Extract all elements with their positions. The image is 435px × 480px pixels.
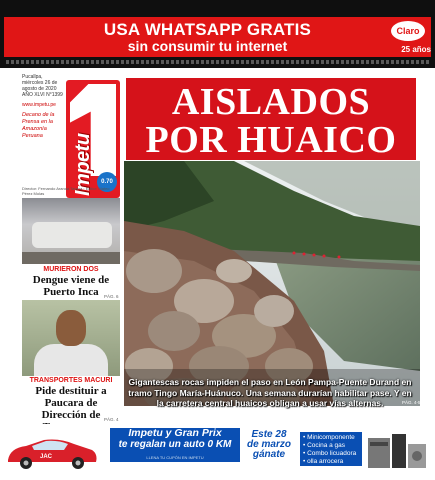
promo-line1: Impetu y Gran Prix bbox=[128, 427, 222, 439]
main-photo-caption: Gigantescas rocas impiden el paso en León Pampa-Puente Durand en tramo Tingo María-Huánuco. Una semana durarían habilitar pase. Y en la carretera central huaicos obligan a usar vías alternas. bbox=[128, 377, 412, 408]
slogan: Decano de la Prensa en la Amazonía Peruana bbox=[22, 112, 55, 139]
dateline: Pucallpa, miércoles 26 de agosto de 2020 AÑO XLVI N°1399 bbox=[22, 74, 63, 98]
promo-date-line1: Este 28 bbox=[251, 429, 287, 440]
logo-wordmark: Impetu bbox=[72, 133, 94, 196]
prize-item: • Combo licuadora bbox=[303, 450, 357, 457]
ad-subheadline: sin consumir tu internet bbox=[127, 38, 288, 54]
main-headline-box[interactable] bbox=[126, 78, 416, 160]
claro-logo: Claro bbox=[391, 21, 425, 41]
prize-3: Combo licuadora bbox=[307, 450, 357, 457]
svg-text:JAC: JAC bbox=[40, 454, 53, 460]
red-car-icon bbox=[4, 432, 100, 472]
prize-2: Cocina a gas bbox=[307, 442, 346, 449]
story2-kicker: TRANSPORTES MACURI bbox=[29, 377, 113, 384]
official-portrait-photo bbox=[22, 300, 120, 376]
top-banner-ad[interactable] bbox=[0, 0, 435, 68]
prize-item: • Minicomponente bbox=[303, 434, 355, 441]
story2-page: PÁG. 4 bbox=[104, 417, 119, 422]
main-story-page: PÁG. 4-5 bbox=[402, 400, 421, 405]
shirt-shape bbox=[34, 344, 108, 376]
appliances-icon bbox=[366, 430, 428, 474]
story1-kicker: MURIERON DOS bbox=[43, 266, 99, 273]
prize-1: Minicomponente bbox=[307, 434, 355, 441]
landslide-illustration bbox=[124, 161, 420, 406]
floor-shape bbox=[22, 252, 120, 264]
promo-small-print: LLENA TU CUPÓN EN IMPETU bbox=[146, 455, 204, 460]
promo-date-line3: gánate bbox=[252, 449, 286, 460]
bottom-promo-ad[interactable] bbox=[0, 424, 435, 480]
website-url[interactable]: www.impetu.pe bbox=[22, 102, 56, 108]
story1-headline[interactable]: Dengue viene de Puerto Inca bbox=[32, 274, 110, 298]
ad-headline: USA WHATSAPP GRATIS bbox=[103, 20, 312, 39]
anniversary-badge: 25 años bbox=[401, 45, 431, 54]
hospital-photo bbox=[22, 198, 120, 264]
staff-info: Director: Fernando Aranda Tavera · Editor: Mateo Pérez Molas bbox=[22, 186, 110, 196]
promo-date bbox=[244, 430, 294, 460]
ad-fine-print bbox=[6, 60, 429, 64]
main-headline-line2: POR HUAICO bbox=[145, 119, 397, 161]
prize-item: • olla arrocera bbox=[303, 458, 344, 465]
price-badge: 0.70 bbox=[97, 172, 117, 192]
prize-list bbox=[300, 432, 362, 466]
promo-line2: te regalan un auto 0 KM bbox=[118, 439, 232, 450]
main-headline-line1: AISLADOS bbox=[171, 81, 371, 123]
stretcher-shape bbox=[32, 222, 112, 248]
promo-date-line2: de marzo bbox=[247, 439, 291, 450]
landslide-photo bbox=[124, 161, 420, 406]
prize-4: olla arrocera bbox=[307, 458, 344, 465]
story2-headline[interactable]: Pide destituir a Paucara de Dirección de bbox=[35, 385, 107, 421]
masthead-column bbox=[22, 74, 120, 196]
story1-page: PÁG. 6 bbox=[104, 294, 119, 299]
impetu-logo bbox=[66, 80, 120, 198]
head-shape bbox=[56, 310, 86, 346]
prize-item: • Cocina a gas bbox=[303, 442, 346, 449]
